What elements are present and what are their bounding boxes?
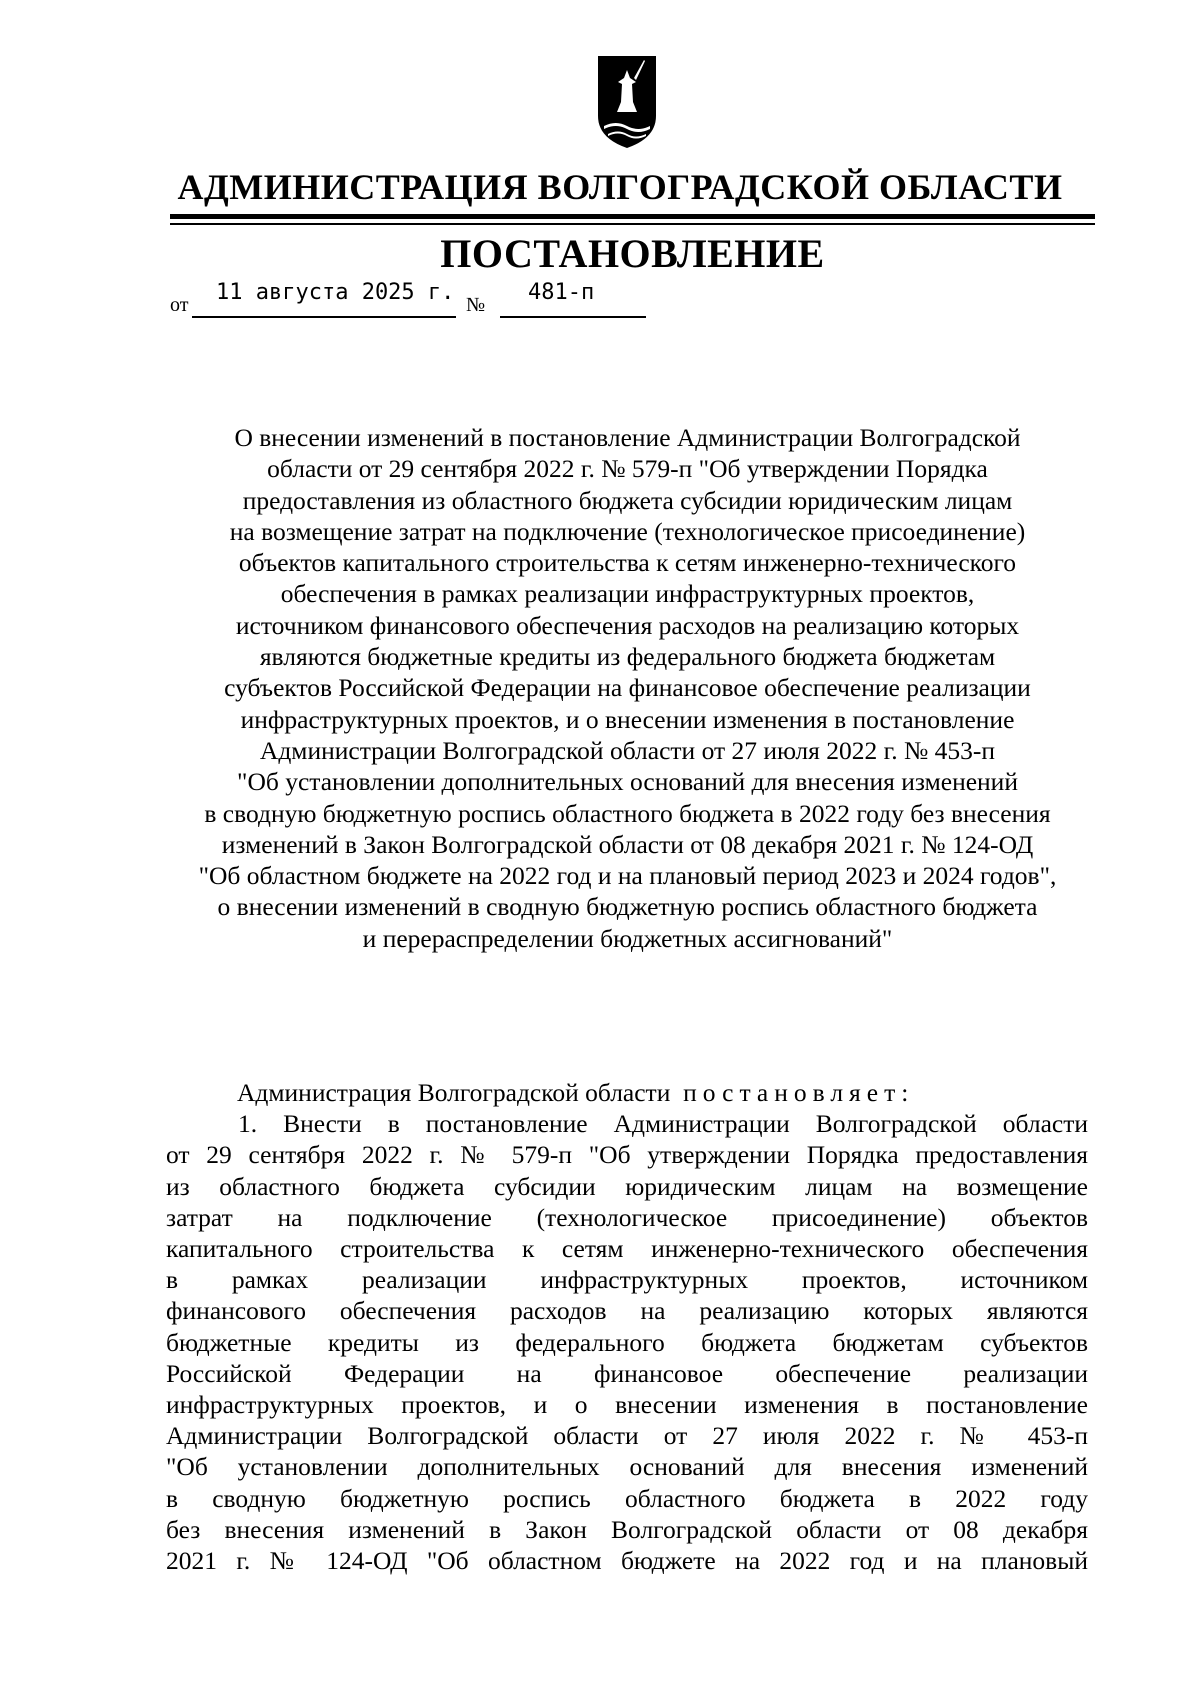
paragraph-line: инфраструктурных проектов, и о внесении изменения в постановление (166, 1390, 1088, 1420)
document-body (166, 1077, 1088, 1576)
paragraph-line: 2021 г. № 124-ОД "Об областном бюджете на 2022 год и на плановый (166, 1546, 1088, 1576)
paragraph-line: без внесения изменений в Закон Волгоградской области от 08 декабря (166, 1514, 1088, 1544)
header-divider-thin (170, 223, 1095, 225)
date-underline (192, 316, 456, 318)
paragraph-line: затрат на подключение (технологическое присоединение) объектов (166, 1202, 1088, 1232)
title-line: объектов капитального строительства к сетям инженерно-технического (238, 548, 1017, 578)
title-line: области от 29 сентября 2022 г. № 579-п "Об утверждении Порядка (267, 454, 988, 484)
title-line: О внесении изменений в постановление Администрации Волгоградской (234, 423, 1021, 452)
date-prefix: от (170, 294, 189, 316)
paragraph-line: финансового обеспечения расходов на реализацию которых являются (166, 1296, 1088, 1326)
number-prefix: № (466, 294, 486, 316)
paragraph-line: в рамках реализации инфраструктурных проектов, источником (166, 1265, 1088, 1295)
paragraph-line: капитального строительства к сетям инженерно-технического обеспечения (166, 1234, 1088, 1264)
title-line: в сводную бюджетную роспись областного бюджета в 2022 году без внесения (204, 798, 1051, 828)
paragraph-line: из областного бюджета субсидии юридическим лицам на возмещение (166, 1171, 1088, 1201)
title-line: источником финансового обеспечения расходов на реализацию которых (235, 610, 1020, 640)
organization-title: АДМИНИСТРАЦИЯ ВОЛГОГРАДСКОЙ ОБЛАСТИ (177, 167, 1063, 207)
preamble-subject: Администрация Волгоградской области (237, 1078, 671, 1107)
preamble (166, 1077, 1088, 1108)
date-number-row (170, 276, 650, 316)
paragraph-line: в сводную бюджетную роспись областного бюджета в 2022 году (166, 1483, 1088, 1513)
document-number: 481-п (528, 280, 595, 305)
title-line: о внесении изменений в сводную бюджетную роспись областного бюджета (217, 892, 1038, 922)
title-line: Администрации Волгоградской области от 27 июля 2022 г. № 453-п (259, 735, 996, 765)
title-line: "Об областном бюджете на 2022 год и на плановый период 2023 и 2024 годов", (198, 861, 1057, 891)
preamble-verb: постановляет: (683, 1078, 915, 1107)
paragraph-line: от 29 сентября 2022 г. № 579-п "Об утверждении Порядка предоставления (166, 1140, 1088, 1170)
paragraph-line: "Об установлении дополнительных оснований для внесения изменений (166, 1452, 1088, 1482)
header-divider-thick (170, 214, 1095, 219)
title-line: и перераспределении бюджетных ассигнований" (362, 923, 893, 953)
paragraph-line: Российской Федерации на финансовое обеспечение реализации (166, 1358, 1088, 1388)
title-line: инфраструктурных проектов, и о внесении изменения в постановление (240, 704, 1015, 734)
paragraph-line: 1. Внести в постановление Администрации Волгоградской области (238, 1109, 1088, 1139)
title-line: изменений в Закон Волгоградской области от 08 декабря 2021 г. № 124-ОД (221, 829, 1034, 859)
document-date: 11 августа 2025 г. (216, 280, 455, 305)
title-line: субъектов Российской Федерации на финансовое обеспечение реализации (224, 673, 1031, 703)
paragraph-line: Администрации Волгоградской области от 27 июля 2022 г. № 453-п (166, 1421, 1088, 1451)
title-line: обеспечения в рамках реализации инфраструктурных проектов, (280, 579, 975, 609)
paragraph-line: бюджетные кредиты из федерального бюджета бюджетам субъектов (166, 1327, 1088, 1357)
title-line: являются бюджетные кредиты из федерального бюджета бюджетам (259, 642, 996, 672)
document-type-title: ПОСТАНОВЛЕНИЕ (440, 231, 825, 276)
document-subject-title (160, 422, 1095, 954)
number-underline (500, 316, 646, 318)
title-line: на возмещение затрат на подключение (технологическое присоединение) (229, 516, 1026, 546)
title-line: предоставления из областного бюджета субсидии юридическим лицам (242, 485, 1013, 515)
title-line: "Об установлении дополнительных оснований для внесения изменений (237, 767, 1018, 797)
volgograd-coat-of-arms-emblem (596, 54, 658, 150)
